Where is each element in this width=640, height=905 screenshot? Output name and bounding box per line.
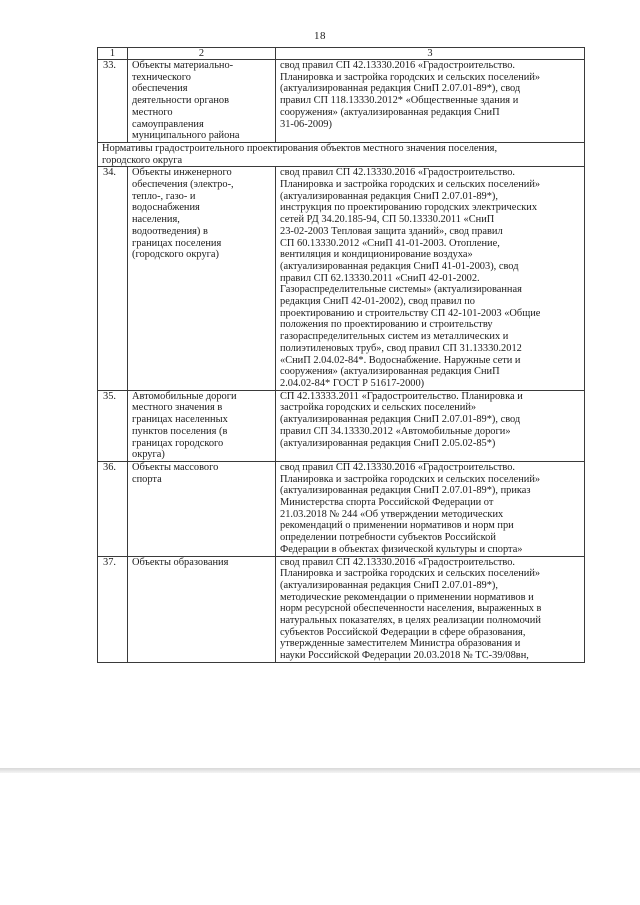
regulation-text: свод правил СП 42.13330.2016 «Градостроительство. Планировка и застройка городских и сельских поселений» (актуализированная редакция СниП 2.07.01-89*), свод правил СП 118.13330.2012* «Общественные здания и сооружения» (актуализированная редакция СниП 31-06-2009) [276,60,585,143]
regulation-text: свод правил СП 42.13330.2016 «Градостроительство. Планировка и застройка городских и сельских поселений» (актуализированная редакция СниП 2.07.01-89*), инструкция по проектированию городских электрических сетей РД 34.20.185-94, СП 50.13330.2011 «СниП 23-02-2003 Тепловая защита зданий», свод правил СП 60.13330.2012 «СниП 41-01-2003. Отопление, вентиляция и кондиционирование воздуха» (актуализированная редакция СниП 41-01-2003), свод правил СП 62.13330.2011 «СниП 42-01-2002. Газораспределительные системы» (актуализированная редакция СниП 42-01-2002), свод правил по проектированию и строительству СП 42-101-2003 «Общие положения по проектированию и строительству газораспределительных систем из металлических и полиэтиленовых труб», свод правил СП 31.13330.2012 «СниП 2.04.02-84*. Водоснабжение. Наружные сети и сооружения» (актуализированная редакция СниП 2.04.02-84* ГОСТ Р 51617-2000) [276,167,585,390]
regulation-text: свод правил СП 42.13330.2016 «Градостроительство. Планировка и застройка городских и сельских поселений» (актуализированная редакция СниП 2.07.01-89*), приказ Министерства спорта Российской Федерации от 21.03.2018 № 244 «Об утверждении методических рекомендаций о применении нормативов и норм при определении потребности субъектов Российской Федерации в объектах физической культуры и спорта» [276,461,585,556]
regulations-table [97,47,585,663]
column-header-number: 1 [98,48,128,60]
page-number: 18 [314,30,326,42]
table-row [98,556,585,662]
table-row [98,167,585,390]
table-row [98,461,585,556]
column-header-regulations: 3 [276,48,585,60]
object-name: Объекты массового спорта [128,461,276,556]
section-row [98,142,585,166]
regulation-text: СП 42.13333.2011 «Градостроительство. Планировка и застройка городских и сельских поселений» (актуализированная редакция СниП 2.07.01-89*), свод правил СП 34.13330.2012 «Автомобильные дороги» (актуализированная редакция СниП 2.05.02-85*) [276,390,585,461]
table-header-row [98,48,585,60]
row-number: 36. [98,461,128,556]
object-name: Автомобильные дороги местного значения в границах населенных пунктов поселения (в границах городского округа) [128,390,276,461]
scan-page-edge [0,768,640,773]
row-number: 35. [98,390,128,461]
section-title: Нормативы градостроительного проектирования объектов местного значения поселения, городского округа [98,142,585,166]
row-number: 34. [98,167,128,390]
object-name: Объекты инженерного обеспечения (электро-, тепло-, газо- и водоснабжения населения, водоотведения) в границах поселения (городского округа) [128,167,276,390]
table-row [98,60,585,143]
regulation-text: свод правил СП 42.13330.2016 «Градостроительство. Планировка и застройка городских и сельских поселений» (актуализированная редакция СниП 2.07.01-89*), методические рекомендации о применении нормативов и норм ресурсной обеспеченности населения, выраженных в натуральных показателях, в целях реализации полномочий субъектов Российской Федерации в сфере образования, утвержденные заместителем Министра образования и науки Российской Федерации 20.03.2018 № ТС-39/08вн, [276,556,585,662]
object-name: Объекты образования [128,556,276,662]
row-number: 37. [98,556,128,662]
object-name: Объекты материально- технического обеспечения деятельности органов местного самоуправления муниципального района [128,60,276,143]
table-row [98,390,585,461]
row-number: 33. [98,60,128,143]
column-header-object: 2 [128,48,276,60]
